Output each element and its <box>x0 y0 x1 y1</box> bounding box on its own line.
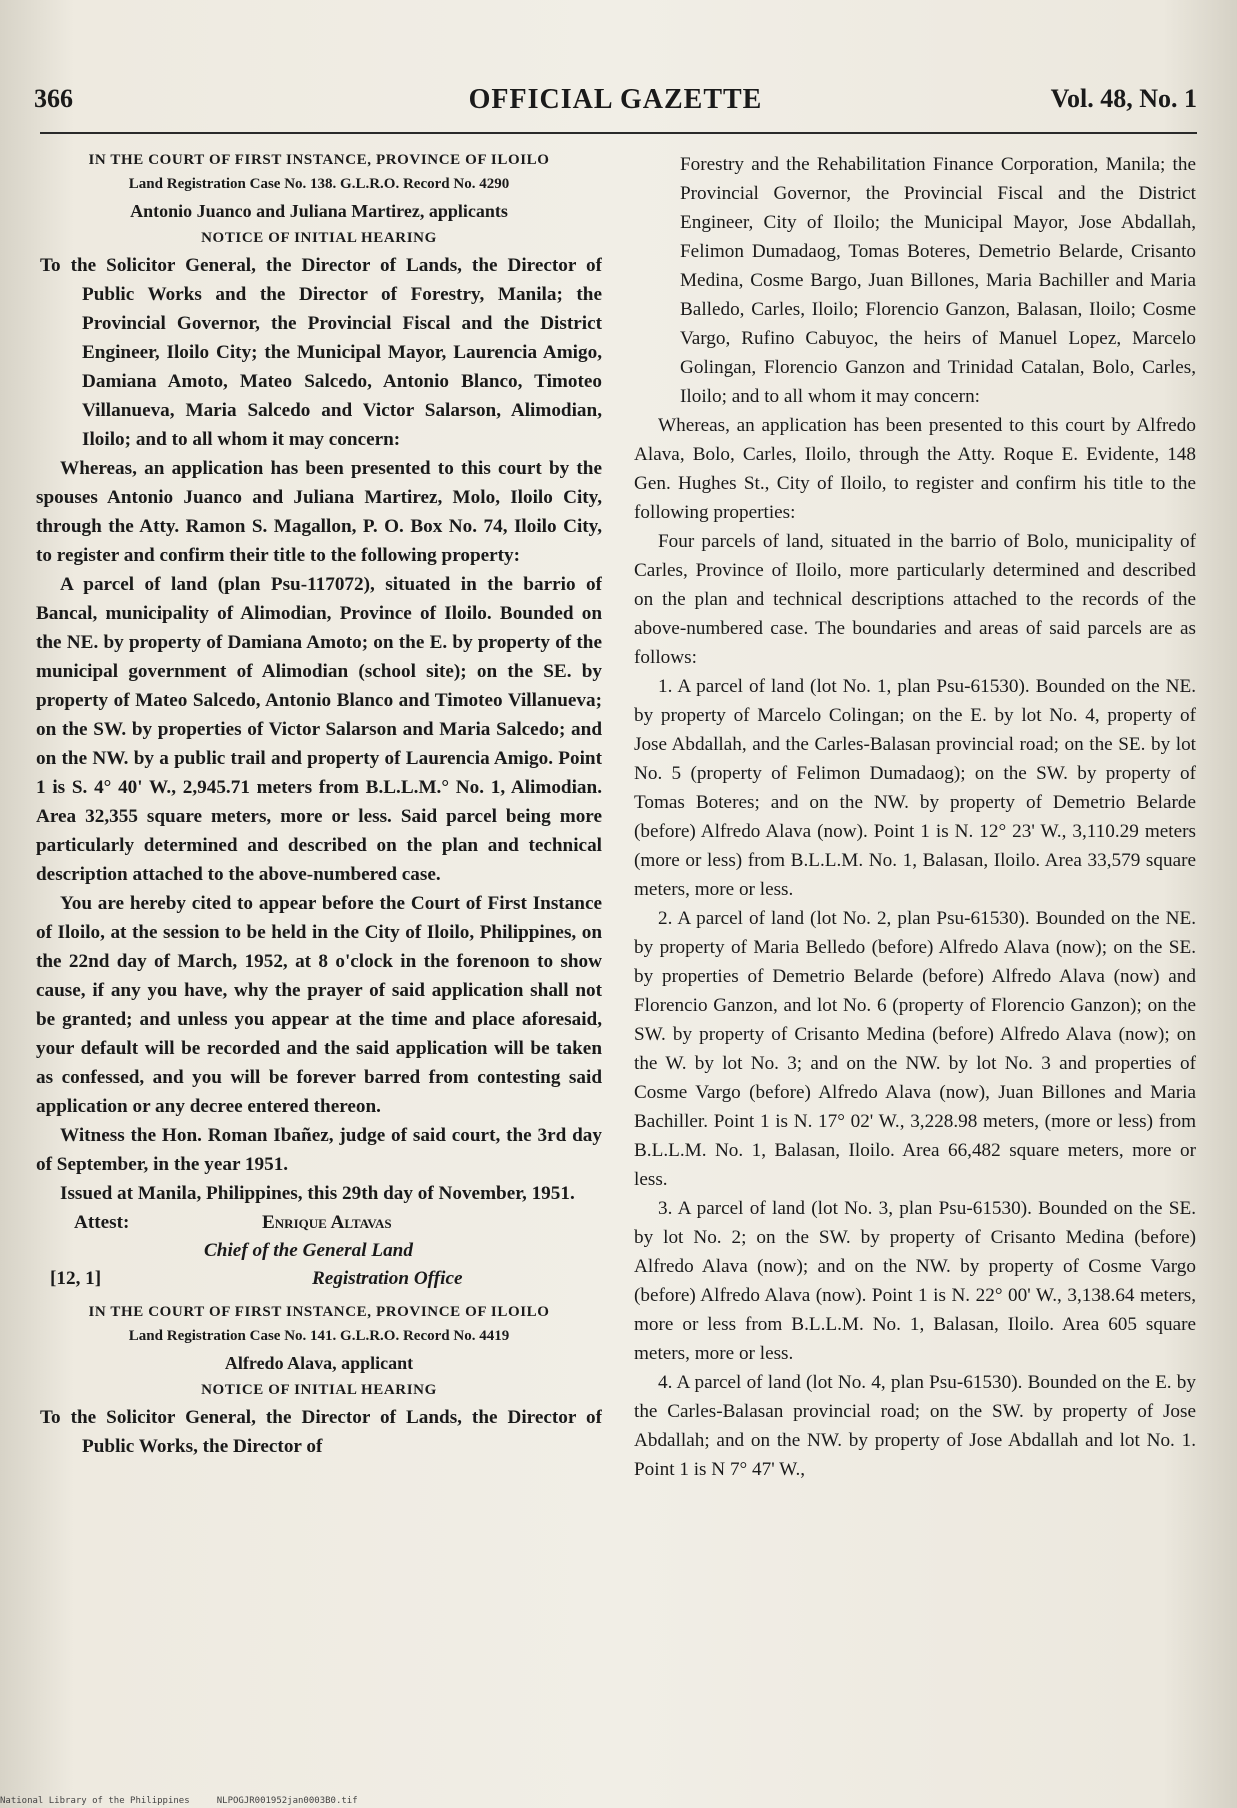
paragraph-issued: Issued at Manila, Philippines, this 29th day of November, 1951. <box>60 1183 575 1204</box>
addressees: To the Solicitor General, the Director of Lands, the Director of Public Works and the Director of Forestry, Manila; the Provincial Governor, the Provincial Fiscal and the District Engineer, Iloilo City; the Municipal Mayor, Laurencia Amigo, Damiana Amoto, Mateo Salcedo, Antonio Blanco, Timoteo Villanueva, Maria Salcedo and Victor Salarson, Alimodian, Iloilo; and to all whom it may concern: <box>40 255 602 450</box>
attest-reference: [12, 1] <box>50 1268 102 1289</box>
paragraph-witness: Witness the Hon. Roman Ibañez, judge of said court, the 3rd day of September, in the year 1951. <box>36 1125 602 1175</box>
attest-row-2 <box>36 1236 602 1264</box>
paragraph-four-parcels: Four parcels of land, situated in the barrio of Bolo, municipality of Carles, Province of Iloilo, more particularly determined and described on the plan and technical descriptions attached to the records of the above-numbered case. The boundaries and areas of said parcels are as follows: <box>634 531 1196 668</box>
paragraph-parcel: A parcel of land (plan Psu-117072), situated in the barrio of Bancal, municipality of Alimodian, Province of Iloilo. Bounded on the NE. by property of Damiana Amoto; on the E. by property of the municipal government of Alimodian (school site); on the SE. by property of Mateo Salcedo, Antonio Blanco and Timoteo Villanueva; on the SW. by properties of Victor Salarson and Maria Salcedo; and on the NW. by a public trail and property of Laurencia Amigo. Point 1 is S. 4° 40' W., 2,945.71 meters from B.L.L.M.° No. 1, Alimodian. Area 32,355 square meters, more or less. Said parcel being more particularly determined and described on the plan and technical description attached to the above-numbered case. <box>36 574 602 885</box>
applicant-2: Alfredo Alava, applicant <box>224 1353 414 1373</box>
attest-name: Enrique Altavas <box>262 1212 392 1233</box>
attest-title-1: Chief of the General Land <box>204 1240 413 1261</box>
case-number: Land Registration Case No. 138. G.L.R.O. Record No. 4290 <box>128 176 510 192</box>
paragraph-whereas-2: Whereas, an application has been presented to this court by Alfredo Alava, Bolo, Carles, Iloilo, through the Atty. Roque E. Evidente, 148 Gen. Hughes St., City of Iloilo, to register and confirm his title to the following properties: <box>634 415 1196 523</box>
court-heading: IN THE COURT OF FIRST INSTANCE, PROVINCE OF ILOILO <box>88 152 550 168</box>
publication-title: OFFICIAL GAZETTE <box>468 84 763 115</box>
court-heading-2: IN THE COURT OF FIRST INSTANCE, PROVINCE OF ILOILO <box>88 1304 550 1320</box>
addressees-continued: Forestry and the Rehabilitation Finance Corporation, Manila; the Provincial Governor, the Provincial Fiscal and the District Engineer, City of Iloilo; the Municipal Mayor, Jose Abdallah, Felimon Dumadaog, Tomas Boteres, Demetrio Belarde, Crisanto Medina, Cosme Bargo, Juan Billones, Maria Bachiller and Maria Balledo, Carles, Iloilo; Florencio Ganzon, Balasan, Iloilo; Cosme Vargo, Rufino Cabuyoc, the heirs of Manuel Lopez, Marcelo Golingan, Florencio Ganzon and Trinidad Catalan, Bolo, Carles, Iloilo; and to all whom it may concern: <box>680 154 1196 407</box>
paragraph-lot-4: 4. A parcel of land (lot No. 4, plan Psu-61530). Bounded on the E. by the Carles-Balasan provincial road; on the SW. by property of Jose Abdallah; and on the NW. by property of Jose Abdallah and lot No. 1. Point 1 is N 7° 47' W., <box>634 1372 1196 1480</box>
attest-title-2: Registration Office <box>312 1268 463 1289</box>
attest-row-3 <box>36 1264 602 1292</box>
applicants: Antonio Juanco and Juliana Martirez, applicants <box>130 201 508 221</box>
right-column <box>634 150 1196 1770</box>
page-header <box>34 84 1197 126</box>
paragraph-citation: You are hereby cited to appear before the Court of First Instance of Iloilo, at the session to be held in the City of Iloilo, Philippines, on the 22nd day of March, 1952, at 8 o'clock in the forenoon to show cause, if any you have, why the prayer of said application shall not be granted; and unless you appear at the time and place aforesaid, your default will be recorded and the said application will be taken as confessed, and you will be forever barred from contesting said application or any decree entered thereon. <box>36 893 602 1117</box>
paragraph-lot-3: 3. A parcel of land (lot No. 3, plan Psu-61530). Bounded on the SE. by lot No. 2; on the SW. by property of Crisanto Medina (before) Alfredo Alava (now); and on the NW. by property of Cosme Vargo (before) Alfredo Alava (now). Point 1 is N. 22° 00' W., 3,138.64 meters, more or less from B.L.L.M. No. 1, Balasan, Iloilo. Area 605 square meters, more or less. <box>634 1198 1196 1364</box>
attest-row-1 <box>36 1208 602 1236</box>
paragraph-lot-1: 1. A parcel of land (lot No. 1, plan Psu-61530). Bounded on the NE. by property of Marcelo Colingan; on the E. by lot No. 4, property of Jose Abdallah, and the Carles-Balasan provincial road; on the SE. by lot No. 5 (property of Felimon Dumadaog); on the SW. by property of Tomas Boteres; and on the NW. by property of Demetrio Belarde (before) Alfredo Alava (now). Point 1 is N. 12° 23' W., 3,110.29 meters (more or less) from B.L.L.M. No. 1, Balasan, Iloilo. Area 33,579 square meters, more or less. <box>634 676 1196 900</box>
paragraph-whereas: Whereas, an application has been presented to this court by the spouses Antonio Juanco and Juliana Martirez, Molo, Iloilo City, through the Atty. Ramon S. Magallon, P. O. Box No. 74, Iloilo City, to register and confirm their title to the following property: <box>36 458 602 566</box>
header-rule <box>40 132 1197 134</box>
page-number: 366 <box>34 84 73 113</box>
left-column <box>36 150 602 1770</box>
attest-label: Attest: <box>74 1212 130 1233</box>
paragraph-lot-2: 2. A parcel of land (lot No. 2, plan Psu-61530). Bounded on the NE. by property of Maria Belledo (before) Alfredo Alava (now); on the SE. by properties of Demetrio Belarde (before) Alfredo Alava (now) and Florencio Ganzon, and lot No. 6 (property of Florencio Ganzon); on the SW. by property of Crisanto Medina (before) Alfredo Alava (now); on the W. by lot No. 3; and on the NW. by lot No. 3 and properties of Cosme Vargo (before) Alfredo Alava (now), Juan Billones and Maria Bachiller. Point 1 is N. 17° 02' W., 3,228.98 meters, (more or less) from B.L.L.M. No. 1, Balasan, Iloilo. Area 66,482 square meters, more or less. <box>634 908 1196 1190</box>
addressees-2: To the Solicitor General, the Director of Lands, the Director of Public Works, the Director of <box>40 1407 602 1457</box>
notice-heading: NOTICE OF INITIAL HEARING <box>201 230 437 246</box>
notice-heading-2: NOTICE OF INITIAL HEARING <box>201 1382 437 1398</box>
volume-number: Vol. 48, No. 1 <box>1050 84 1197 113</box>
case-number-2: Land Registration Case No. 141. G.L.R.O. Record No. 4419 <box>128 1328 510 1344</box>
scan-footer: National Library of the Philippines NLPOGJR001952jan0003B0.tif <box>0 1796 358 1806</box>
